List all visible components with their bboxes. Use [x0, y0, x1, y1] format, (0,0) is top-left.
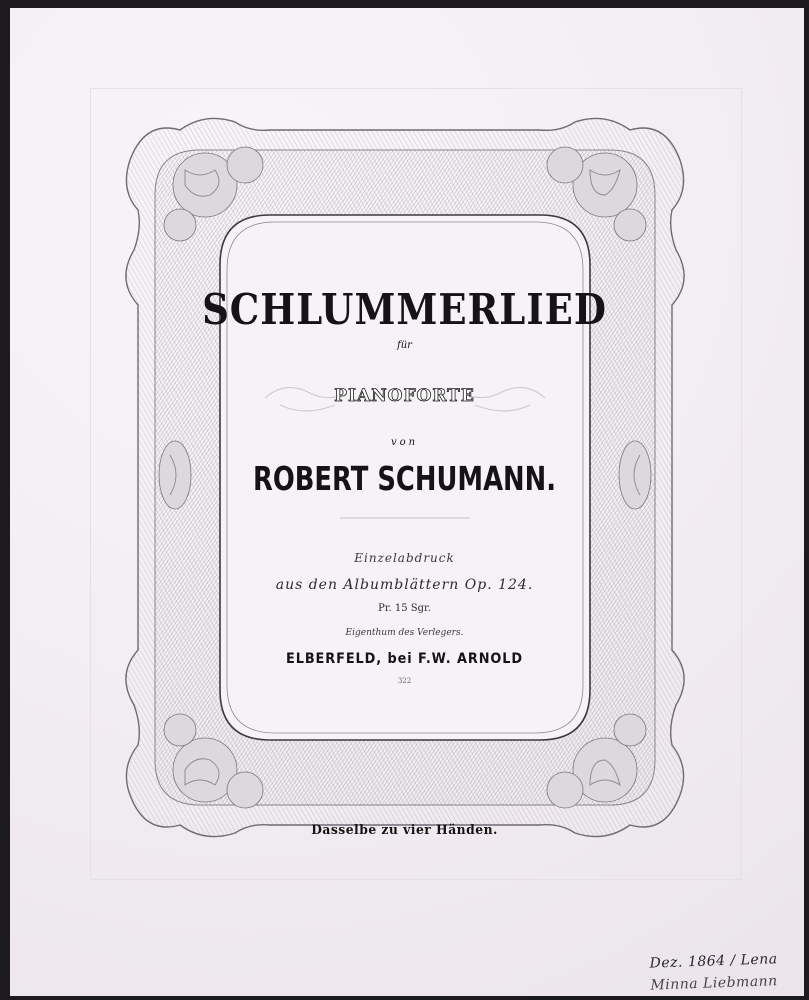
- edition-line: Einzelabdruck: [354, 551, 455, 565]
- page-title: SCHLUMMERLIED: [202, 283, 607, 335]
- plate-number: 322: [397, 677, 412, 685]
- duet-note: Dasselbe zu vier Händen.: [311, 823, 498, 838]
- instrument-label: PIANOFORTE: [334, 386, 475, 406]
- von-label: von: [390, 437, 419, 448]
- album-line: aus den Albumblättern Op. 124.: [275, 577, 534, 593]
- composer-name: ROBERT SCHUMANN.: [252, 460, 557, 499]
- price-label: Pr. 15 Sgr.: [378, 603, 431, 614]
- handwritten-line-1: Dez. 1864 / Lena: [649, 951, 778, 972]
- fuer-label: für: [397, 340, 412, 351]
- handwritten-inscription: [649, 947, 800, 996]
- publisher-line: ELBERFELD, bei F.W. ARNOLD: [285, 651, 524, 667]
- handwritten-line-2: Minna Liebmann: [650, 973, 778, 994]
- ownership-note: Eigenthum des Verlegers.: [345, 628, 464, 638]
